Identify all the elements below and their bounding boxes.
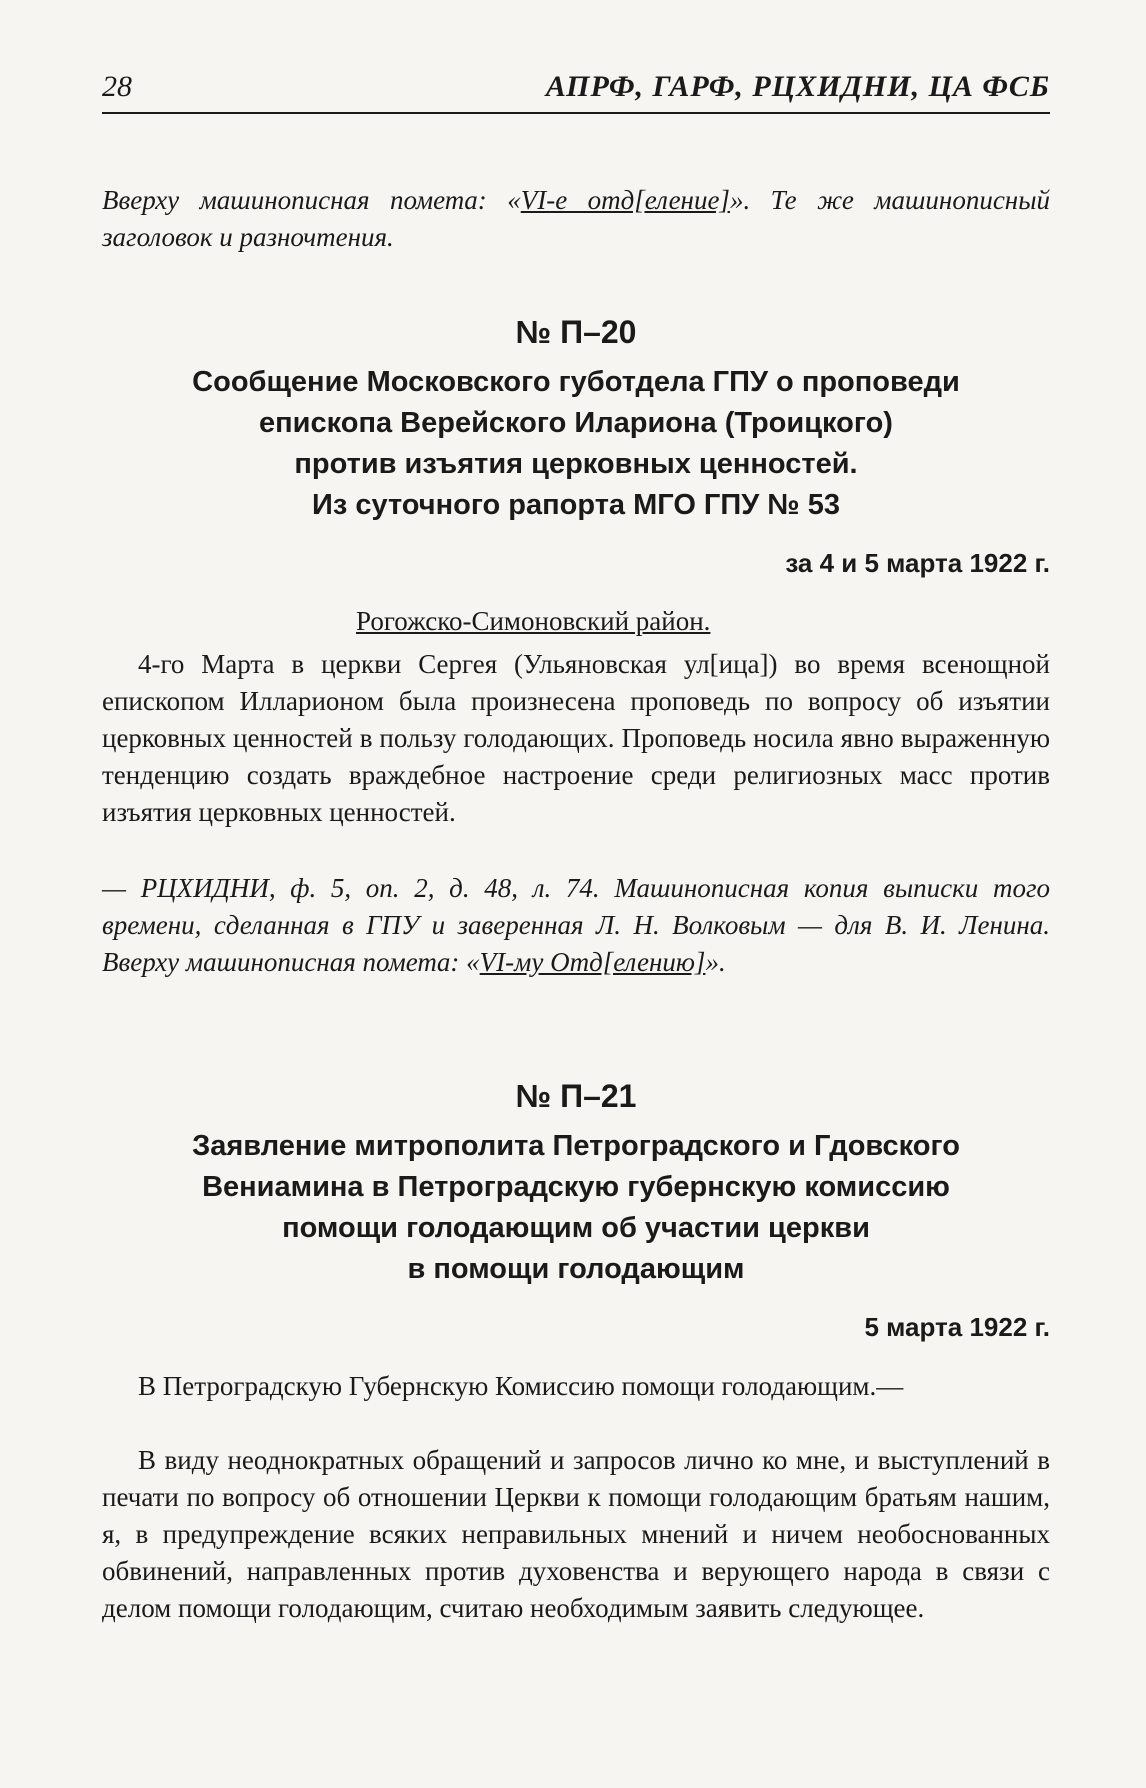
document-date: за 4 и 5 марта 1922 г.: [785, 548, 1050, 578]
document-number: № П–20: [515, 314, 637, 350]
title-line: в помощи голодающим: [407, 1253, 745, 1285]
document-title: [102, 1126, 1050, 1290]
address-line: В Петроградскую Губернскую Комиссию помощи голодающим.—: [138, 1371, 904, 1401]
archival-source-note: [102, 870, 1050, 981]
page-number: 28: [102, 70, 132, 103]
title-line: Вениамина в Петроградскую губернскую комиссию: [202, 1171, 950, 1203]
title-line: против изъятия церковных ценностей.: [294, 448, 858, 480]
document-title: [102, 362, 1050, 526]
note-prefix: Вверху машинописная пометa: «: [102, 185, 521, 215]
body-paragraph: В виду неоднократных обращений и запросов лично ко мне, и выступлений в печати по вопросу об отношении Церкви к помощи голодающим братьям нашим, я, в предупреждение всяких неправильных мнений и ничем необоснованных обвинений, направленных против духовенства и верующего народа в связи с делом помощи голодающим, считаю необходимым заявить следующее.: [102, 1445, 1050, 1623]
district-heading: Рогожско-Симоновский район.: [356, 606, 711, 636]
title-line: Из суточного рапорта МГО ГПУ № 53: [312, 489, 840, 521]
running-header: [102, 68, 1050, 114]
document-number: № П–21: [515, 1078, 637, 1114]
document-date: 5 марта 1922 г.: [864, 1312, 1050, 1342]
title-line: Заявление митрополита Петроградского и Гдовского: [192, 1130, 960, 1162]
title-line: Сообщение Московского губотдела ГПУ о проповеди: [192, 366, 960, 398]
title-line: помощи голодающим об участии церкви: [282, 1212, 870, 1244]
source-underlined: VI-му Отд[елению]: [479, 947, 706, 977]
note-underlined: VI-е отд[еление]: [520, 185, 730, 215]
source-text: — РЦХИДНИ, ф. 5, оп. 2, д. 48, л. 74. Машинописная копия выписки того времени, сделанная в ГПУ и заверенная Л. Н. Волковым — для В. И. Ленина. Вверху машинописная пометa: «: [102, 873, 1050, 977]
title-line: епископа Верейского Илариона (Троицкого): [259, 407, 893, 439]
header-title: АПРФ, ГАРФ, РЦХИДНИ, ЦА ФСБ: [545, 70, 1050, 103]
source-suffix: ».: [705, 947, 726, 977]
body-paragraph: 4-го Марта в церкви Сергея (Ульяновская ул[ица]) во время всенощной епископом Илларионом была произнесена проповедь по вопросу об изъятии церковных ценностей в пользу голодающих. Проповедь носила явно выраженную тенденцию создать враждебное настроение среди религиозных масс против изъятия церковных ценностей.: [102, 649, 1050, 827]
archival-note-top: [102, 182, 1050, 256]
note-suffix: ». Те же машинописный заголовок и разночтения.: [102, 185, 1050, 252]
